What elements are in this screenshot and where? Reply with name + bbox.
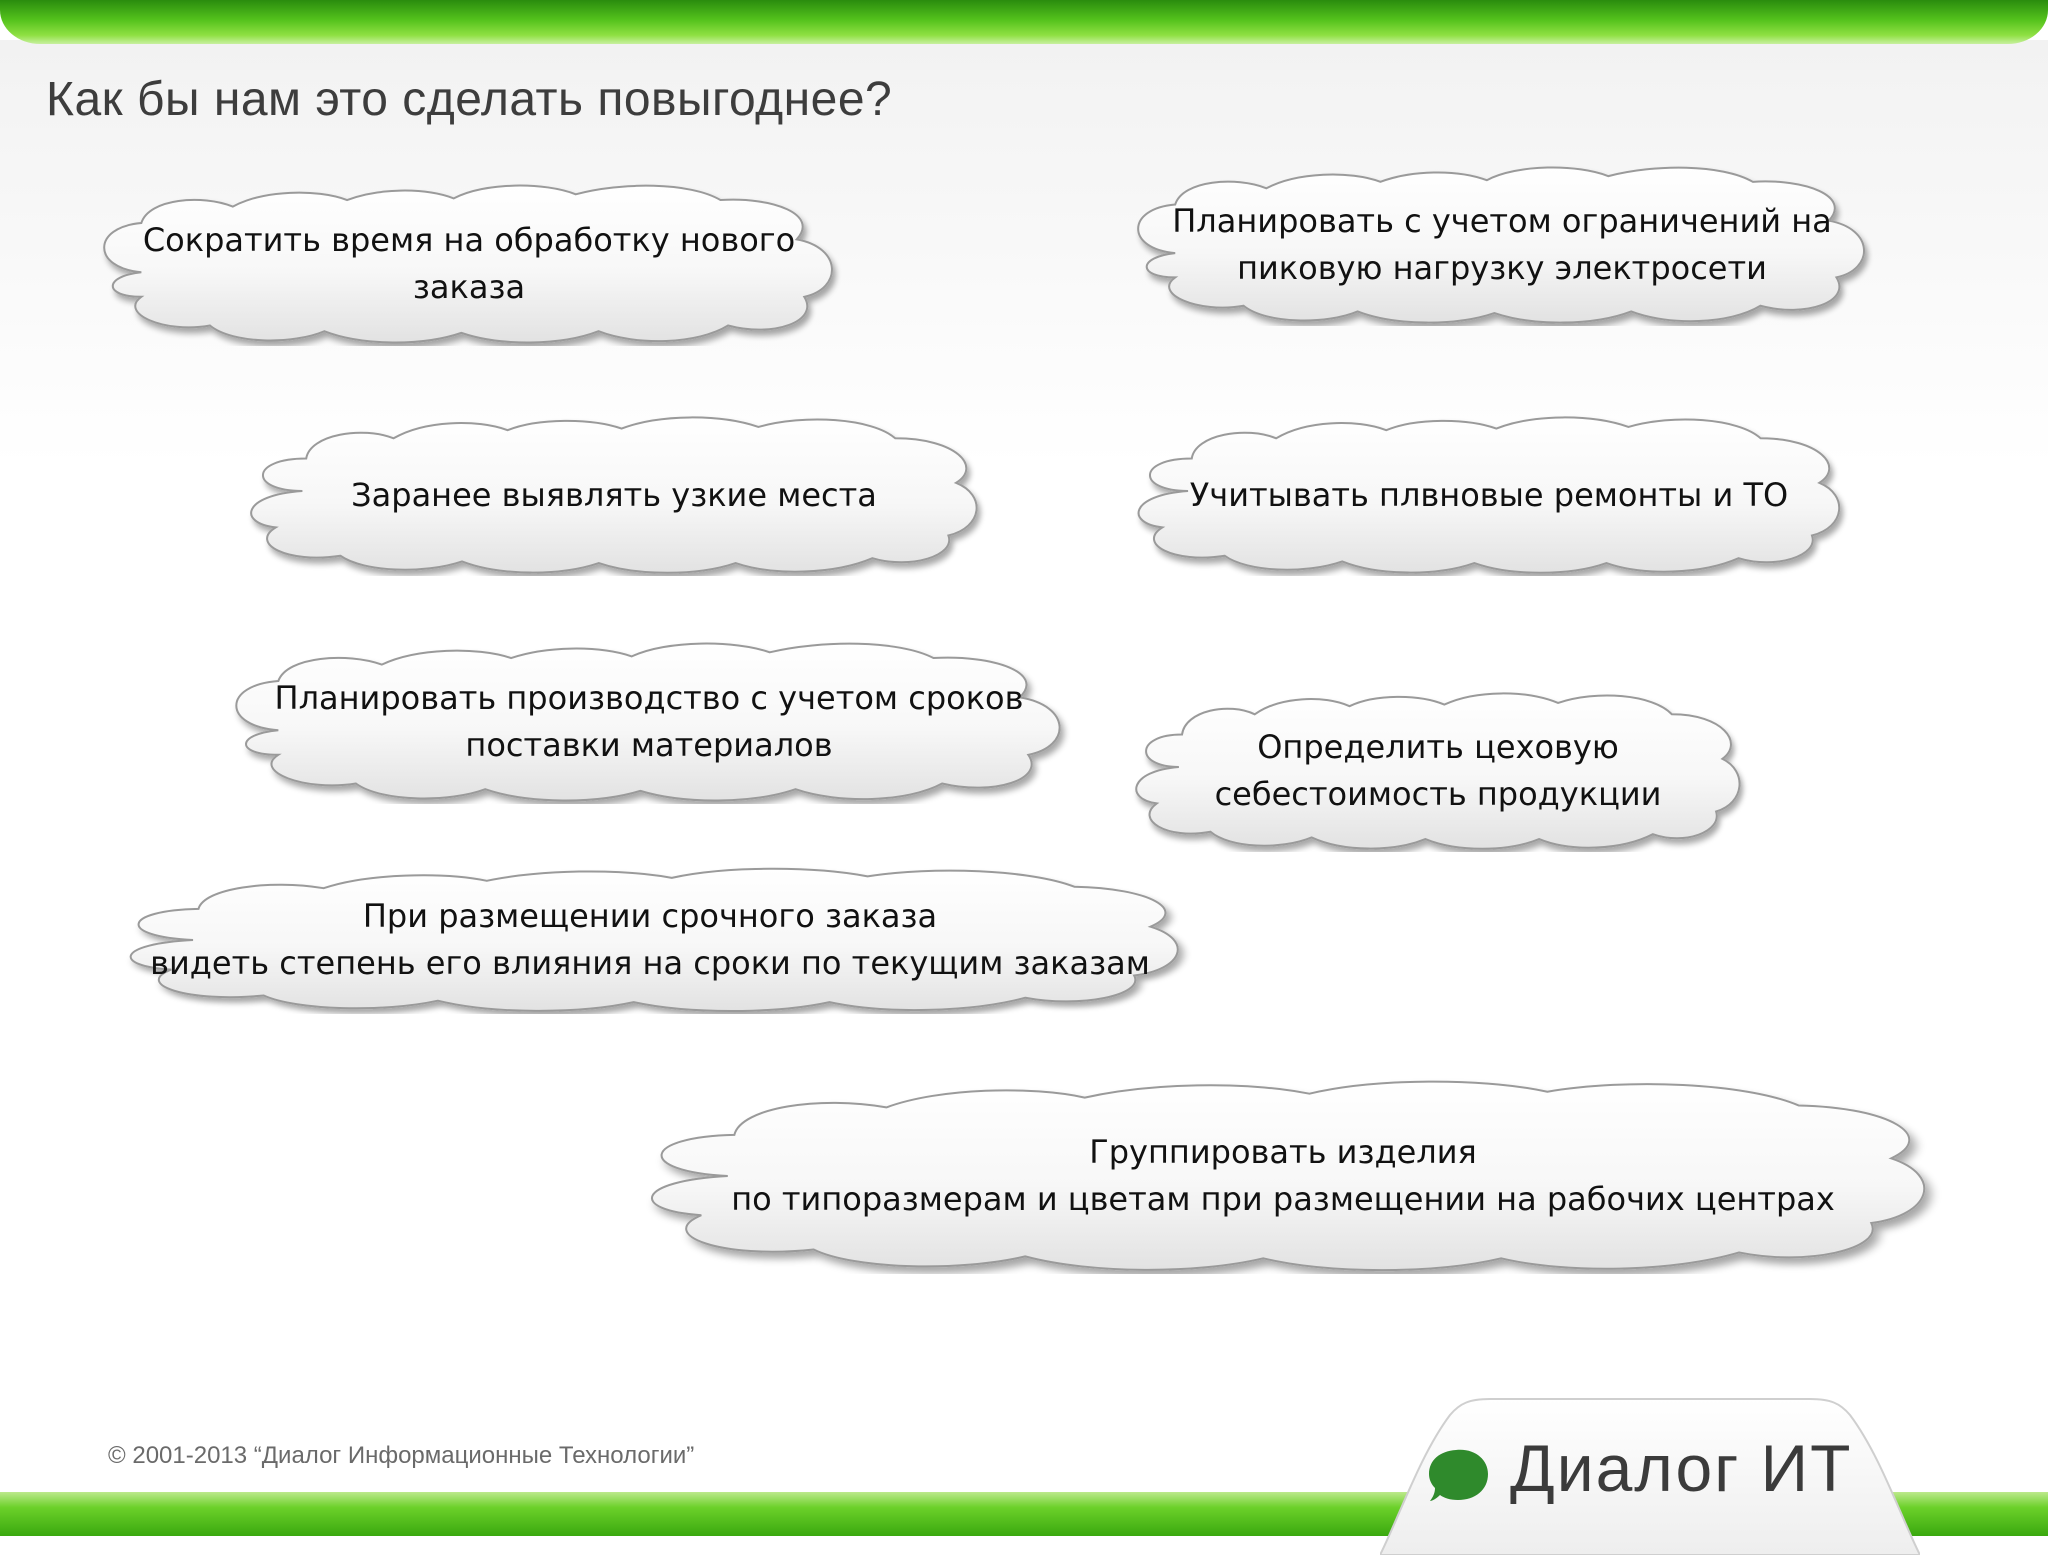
cloud-text: Планировать с учетом ограничений на пиковую нагрузку электросети [1172, 202, 1832, 287]
cloud-text: Сократить время на обработку нового заказа [142, 221, 796, 306]
cloud-text: Заранее выявлять узкие места [351, 475, 877, 514]
cloud-bottlenecks [234, 414, 994, 576]
cloud-group-products [622, 1078, 1944, 1274]
cloud-text: Группировать изделия по типоразмерам и цветам при размещении на рабочих центрах [731, 1133, 1835, 1218]
page-title: Как бы нам это сделать повыгоднее? [46, 73, 893, 126]
dialog-logo-icon [1428, 1447, 1490, 1503]
copyright-text: © 2001-2013 “Диалог Информационные Технологии” [108, 1442, 695, 1469]
cloud-text: Определить цеховую себестоимость продукции [1214, 728, 1662, 813]
cloud-text: При размещении срочного заказа видеть степень его влияния на сроки по текущим заказам [150, 897, 1150, 982]
cloud-text: Учитывать плвновые ремонты и ТО [1189, 475, 1789, 514]
cloud-planned-repairs [1122, 414, 1856, 576]
cloud-material-delivery [218, 640, 1080, 804]
cloud-text: Планировать производство с учетом сроков поставки материалов [274, 679, 1024, 764]
top-green-bar [0, 0, 2048, 44]
logo-text: Диалог ИТ [1510, 1431, 1853, 1505]
cloud-shop-cost [1122, 690, 1754, 852]
cloud-peak-load [1122, 164, 1882, 326]
cloud-urgent-order [106, 866, 1194, 1014]
cloud-new-order-time [88, 182, 850, 346]
